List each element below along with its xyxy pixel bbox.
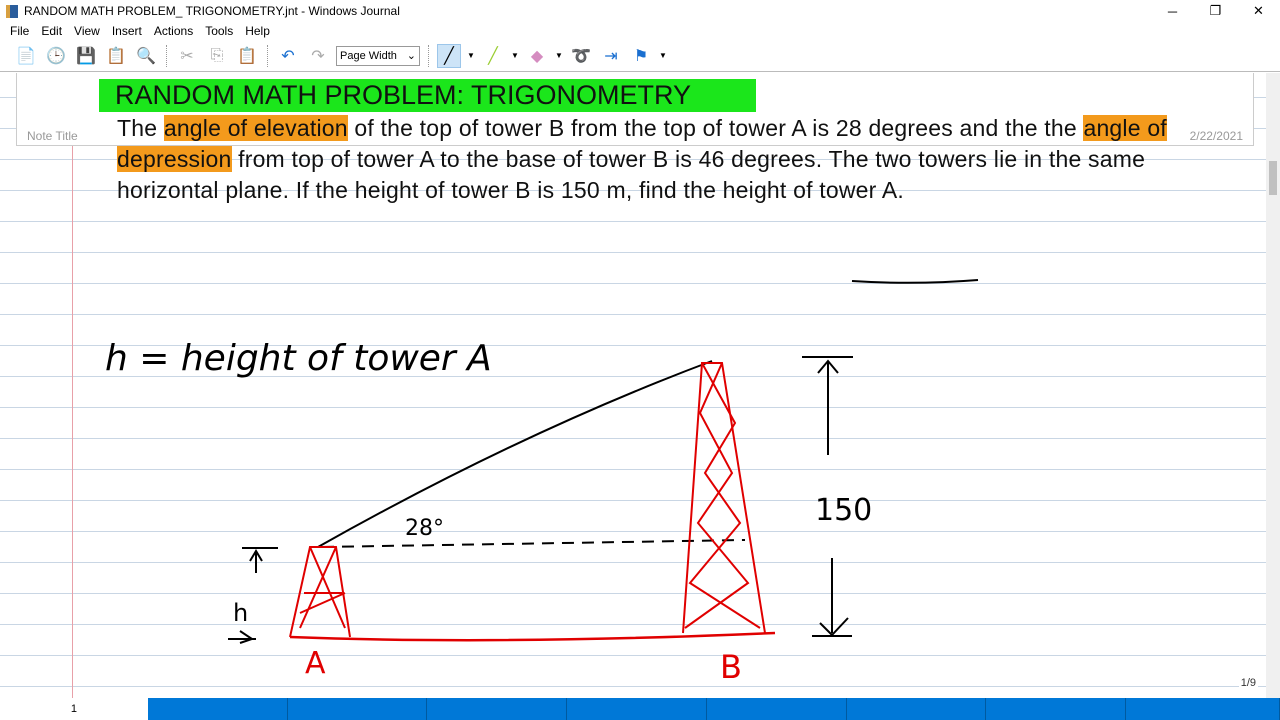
zoom-select[interactable] (336, 46, 420, 66)
underlined-height: B is 150 m (515, 177, 626, 203)
title-bar (0, 0, 1280, 22)
ink-b-label: B (720, 648, 742, 686)
menu-view[interactable]: View (74, 24, 100, 38)
separator (267, 45, 268, 67)
ink-a-label: A (305, 646, 326, 681)
pen-dropdown-icon[interactable]: ▼ (467, 51, 475, 60)
page-tab[interactable] (1126, 698, 1280, 720)
paste-icon[interactable]: 📋 (237, 47, 257, 65)
ink-definition: h = height of tower A (105, 338, 492, 379)
ink-line-of-sight (318, 361, 712, 547)
text: of the top of tower B from the top of tower A is 28 degrees and the the (347, 115, 1084, 141)
separator (166, 45, 167, 67)
menu-tools[interactable]: Tools (205, 24, 234, 38)
page-indicator: 1/9 (1240, 677, 1256, 689)
text: from top of tower A to the base of tower B is 46 degrees. The two towers lie in the same horizontal plane. If the height of tower (117, 146, 1146, 203)
page-tab[interactable] (986, 698, 1126, 720)
copy-icon[interactable]: ⎘ (210, 46, 224, 64)
save-icon[interactable]: 💾 (76, 47, 96, 65)
page-tab[interactable] (567, 698, 707, 720)
status-bar (0, 698, 1280, 720)
zoom-select-value: Page Width (340, 49, 397, 62)
flag-icon[interactable]: ⚑ (633, 47, 649, 65)
ink-h-label: h (233, 599, 249, 627)
vertical-scrollbar[interactable] (1266, 73, 1280, 698)
ink-drawing (0, 73, 1266, 698)
toolbar (0, 40, 1280, 72)
ink-150-label: 150 (815, 493, 873, 528)
note-date: 2/22/2021 (1189, 129, 1243, 143)
menu-edit[interactable]: Edit (41, 24, 63, 38)
send-icon[interactable]: 📋 (106, 47, 126, 65)
ink-ground (290, 633, 775, 640)
highlight-elevation: angle of elevation (163, 115, 348, 141)
chevron-down-icon: ⌄ (406, 50, 416, 62)
undo-icon[interactable]: ↶ (281, 47, 295, 65)
find-icon[interactable]: 🔍 (136, 47, 156, 65)
ink-dimension-a (228, 548, 278, 643)
redo-icon[interactable]: ↷ (311, 47, 325, 65)
ink-tower-b (683, 363, 765, 633)
menu-help[interactable]: Help (245, 24, 270, 38)
page-tab[interactable] (148, 698, 288, 720)
cut-icon[interactable]: ✂ (180, 47, 194, 65)
note-heading: RANDOM MATH PROBLEM: TRIGONOMETRY (99, 79, 756, 112)
highlighter-dropdown-icon[interactable]: ▼ (511, 51, 519, 60)
eraser-icon[interactable]: ◆ (530, 47, 544, 65)
separator (428, 45, 429, 67)
eraser-dropdown-icon[interactable]: ▼ (555, 51, 563, 60)
note-title-label[interactable]: Note Title (27, 129, 78, 143)
page-tab[interactable] (288, 698, 428, 720)
menu-bar (0, 22, 1280, 40)
open-recent-icon[interactable]: 🕒 (46, 47, 66, 65)
ink-horizontal-dashed (322, 540, 745, 547)
flag-dropdown-icon[interactable]: ▼ (659, 51, 667, 60)
restore-button[interactable]: ❐ (1209, 3, 1222, 18)
lasso-icon[interactable]: ➰ (571, 47, 591, 65)
menu-actions[interactable]: Actions (153, 24, 194, 38)
window-title: RANDOM MATH PROBLEM_ TRIGONOMETRY.jnt - Windows Journal (24, 4, 400, 18)
app-icon (6, 5, 18, 18)
scrollbar-thumb[interactable] (1269, 161, 1277, 195)
page-tab[interactable] (707, 698, 847, 720)
pen-icon[interactable]: ╱ (437, 44, 461, 68)
ink-tower-a (290, 547, 350, 637)
page-number: 1 (70, 703, 77, 715)
page-tab[interactable] (847, 698, 987, 720)
close-button[interactable]: ✕ (1253, 3, 1264, 18)
minimize-button[interactable]: ─ (1167, 3, 1178, 19)
text: The (117, 115, 164, 141)
ink-underline (852, 280, 978, 283)
new-note-icon[interactable]: 📄 (16, 47, 36, 65)
highlight-depression: angle of depression (117, 115, 1167, 172)
highlighter-icon[interactable]: ╱ (488, 47, 498, 65)
menu-file[interactable]: File (10, 24, 30, 38)
page-tab[interactable] (427, 698, 567, 720)
text: , find the height of tower A. (625, 177, 904, 203)
ink-angle: 28° (405, 516, 444, 541)
menu-insert[interactable]: Insert (111, 24, 142, 38)
insert-space-icon[interactable]: ⇥ (604, 47, 618, 65)
